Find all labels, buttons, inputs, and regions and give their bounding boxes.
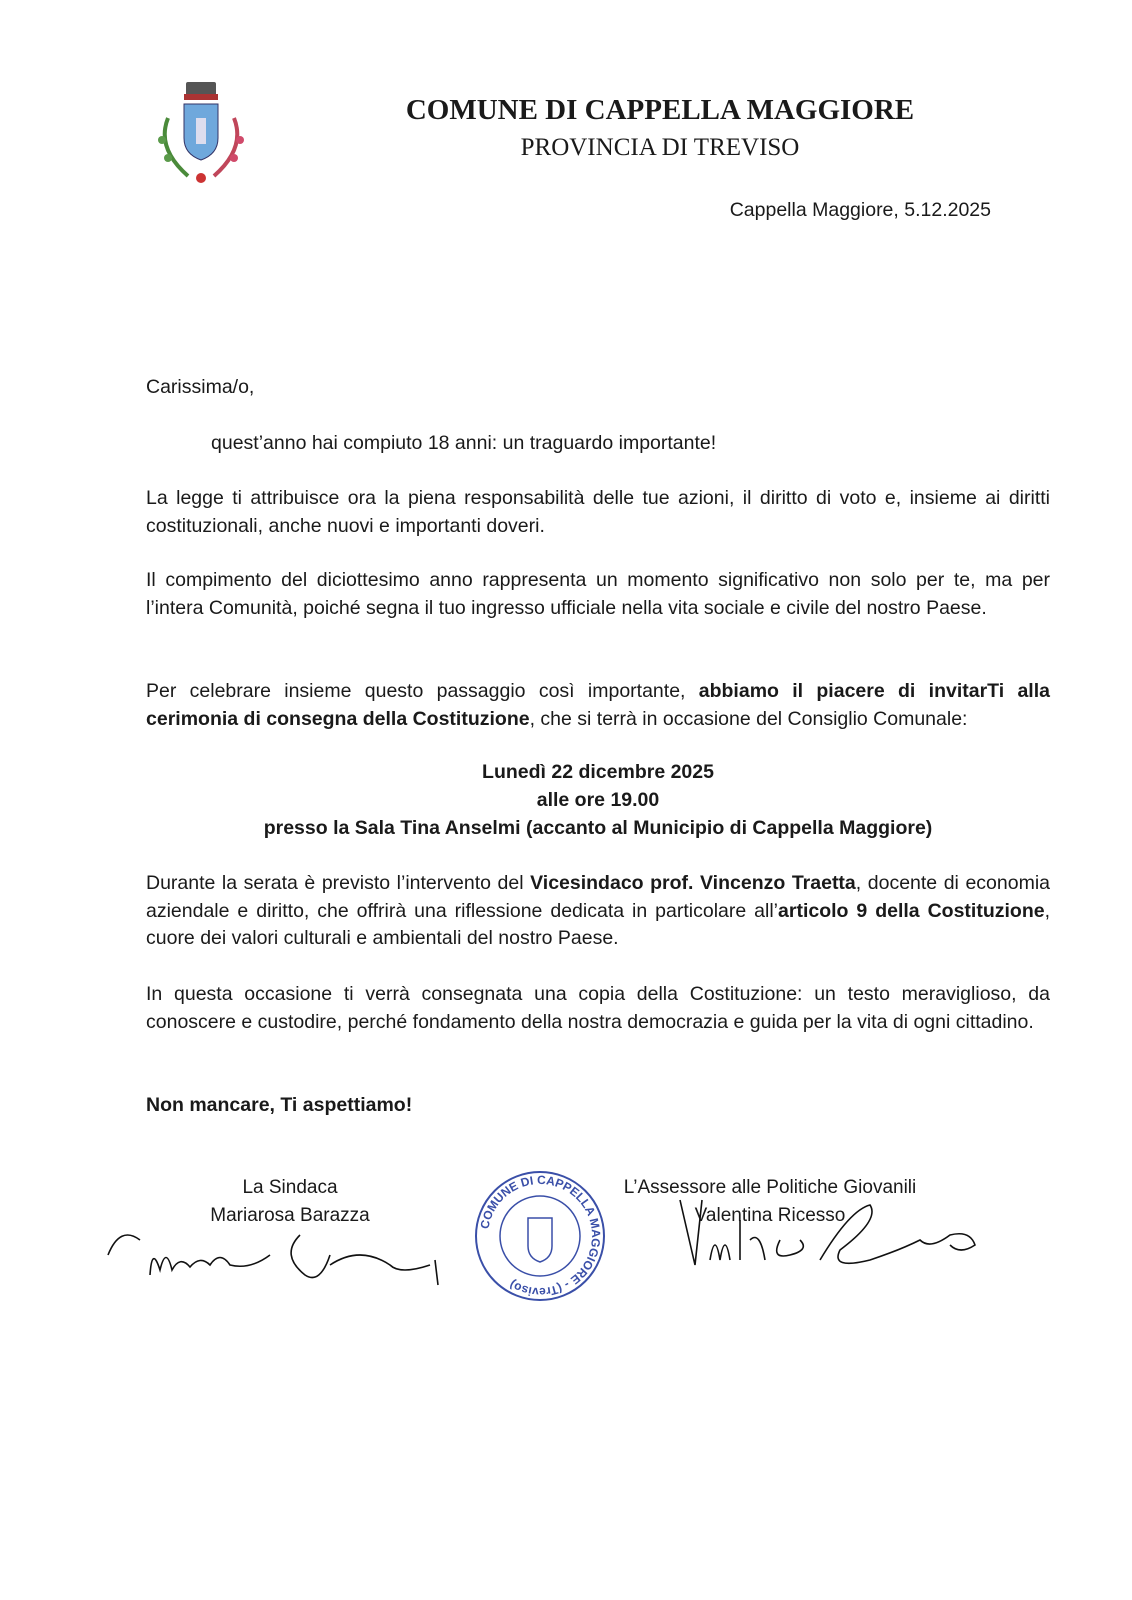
province-subtitle: PROVINCIA DI TREVISO xyxy=(520,134,800,161)
municipal-stamp xyxy=(472,1168,608,1304)
text: Durante la serata è previsto l’intervento del xyxy=(146,872,531,894)
mayor-signature xyxy=(100,1215,445,1290)
event-date: Lunedì 22 dicembre 2025 xyxy=(482,761,714,783)
paragraph-1: La legge ti attribuisce ora la piena responsabilità delle tue azioni, il diritto di voto e, insieme ai diritti costituzionali, anche nuovi e importanti doveri. xyxy=(146,487,1050,537)
speaker-bold: Vicesindaco prof. Vincenzo Traetta xyxy=(530,872,856,894)
councillor-name: Valentina Ricesso xyxy=(694,1205,846,1226)
text: , che si terrà in occasione del Consiglio Comunale: xyxy=(529,707,968,730)
mayor-role: La Sindaca xyxy=(242,1177,338,1198)
mayor-name: Mariarosa Barazza xyxy=(210,1205,370,1226)
event-time: alle ore 19.00 xyxy=(536,789,660,811)
paragraph-4 xyxy=(146,870,1050,953)
councillor-role: L’Assessore alle Politiche Giovanili xyxy=(623,1177,917,1198)
paragraph-3 xyxy=(146,678,1050,733)
text: , docente di economia aziendale e diritto, che offrirà una riflessione dedicata in particolare all’ xyxy=(146,872,1051,922)
councillor-signature xyxy=(670,1190,985,1280)
coat-of-arms-logo xyxy=(148,78,252,186)
date-line: Cappella Maggiore, 5.12.2025 xyxy=(729,199,991,221)
paragraph-5: In questa occasione ti verrà consegnata una copia della Costituzione: un testo meraviglioso, da conoscere e custodire, perché fondamento della nostra democrazia e guida per la vita di ogni cittadino. xyxy=(146,983,1050,1033)
invitation-bold: abbiamo il piacere di invitarTi alla cerimonia di consegna della Costituzione xyxy=(146,680,1050,730)
stamp-text: COMUNE DI CAPPELLA MAGGIORE - (Treviso) xyxy=(477,1172,604,1300)
article-bold: articolo 9 della Costituzione xyxy=(778,899,1045,922)
closing-line: Non mancare, Ti aspettiamo! xyxy=(146,1094,413,1116)
event-place: presso la Sala Tina Anselmi (accanto al Municipio di Cappella Maggiore) xyxy=(263,817,933,839)
municipality-title: COMUNE DI CAPPELLA MAGGIORE xyxy=(405,94,915,126)
intro-line: quest’anno hai compiuto 18 anni: un traguardo importante! xyxy=(211,432,717,454)
salutation: Carissima/o, xyxy=(146,376,255,398)
paragraph-2: Il compimento del diciottesimo anno rappresenta un momento significativo non solo per te, ma per l’intera Comunità, poiché segna il tuo ingresso ufficiale nella vita sociale e civile del nostro Paese. xyxy=(146,569,1050,619)
text: , cuore dei valori culturali e ambientali del nostro Paese. xyxy=(146,899,1050,949)
text: Per celebrare insieme questo passaggio così importante, xyxy=(146,680,699,702)
